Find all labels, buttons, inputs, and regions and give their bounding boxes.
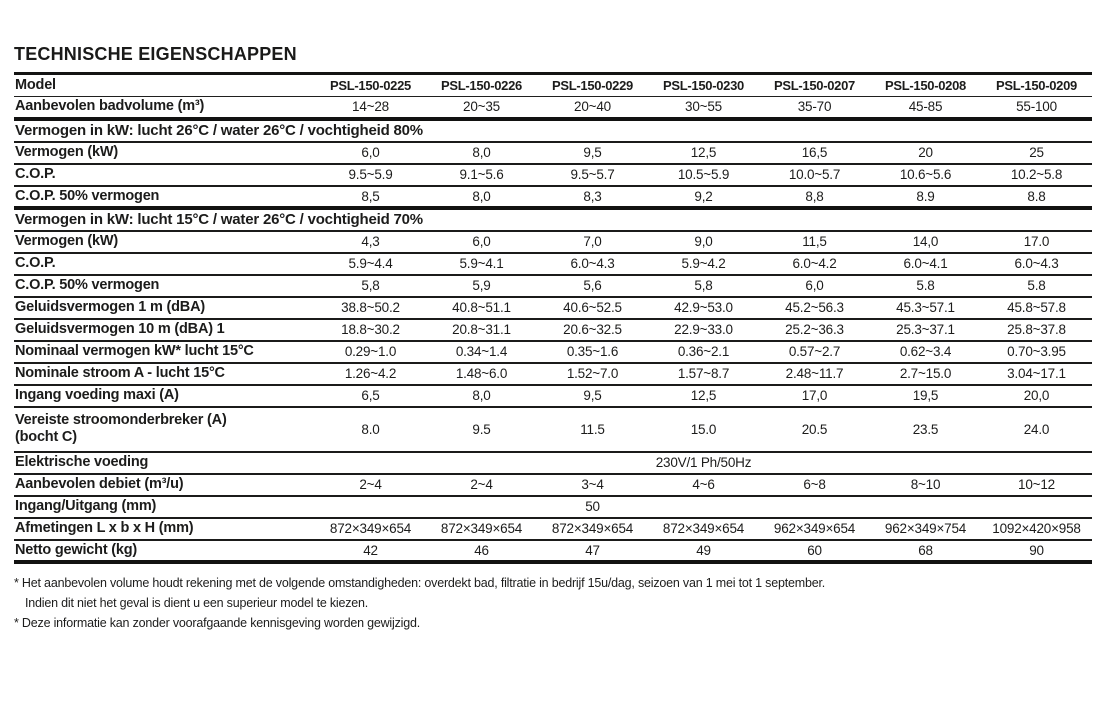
- table-row: [14, 363, 1092, 385]
- spec-value: 18.8~30.2: [315, 319, 426, 341]
- spec-value: 6.0~4.1: [870, 253, 981, 275]
- footnotes: [14, 573, 1092, 633]
- spec-value: 47: [537, 540, 648, 562]
- footnote: * Deze informatie kan zonder voorafgaande kennisgeving worden gewijzigd.: [14, 615, 420, 630]
- spec-value: 40.6~52.5: [537, 297, 648, 319]
- table-row: [14, 119, 1092, 142]
- spec-value: 230V/1 Ph/50Hz: [315, 452, 1092, 474]
- spec-value: 0.62~3.4: [870, 341, 981, 363]
- spec-value: 25.2~36.3: [759, 319, 870, 341]
- spec-label-line: Geluidsvermogen 1 m (dBA): [15, 299, 205, 316]
- spec-value: 60: [759, 540, 870, 562]
- spec-value: 2~4: [426, 474, 537, 496]
- spec-value: 6,5: [315, 385, 426, 407]
- spec-value: 25.3~37.1: [870, 319, 981, 341]
- spec-value: 30~55: [648, 97, 759, 119]
- spec-value: 9.5~5.7: [537, 164, 648, 186]
- spec-value: 962×349×754: [870, 518, 981, 540]
- spec-value: 1.26~4.2: [315, 363, 426, 385]
- table-row: [14, 474, 1092, 496]
- spec-value: 8,0: [426, 186, 537, 208]
- spec-label-line: Vermogen (kW): [15, 144, 118, 161]
- spec-value: 0.35~1.6: [537, 341, 648, 363]
- spec-label-line: Vermogen (kW): [15, 233, 118, 250]
- spec-value: 8,8: [759, 186, 870, 208]
- spec-value: 45.8~57.8: [981, 297, 1092, 319]
- spec-label: [14, 142, 315, 164]
- spec-value: 8~10: [870, 474, 981, 496]
- page-title: TECHNISCHE EIGENSCHAPPEN: [14, 44, 297, 64]
- spec-label: [14, 363, 315, 385]
- table-row: [14, 385, 1092, 407]
- spec-label-line: Nominaal vermogen kW* lucht 15°C: [15, 343, 254, 360]
- spec-value: 1.57~8.7: [648, 363, 759, 385]
- spec-value: 50: [315, 496, 870, 518]
- table-row: [14, 341, 1092, 363]
- spec-value: 9.5: [426, 407, 537, 452]
- spec-label: [14, 474, 315, 496]
- table-row: [14, 208, 1092, 231]
- spec-value: 16,5: [759, 142, 870, 164]
- spec-value: 6~8: [759, 474, 870, 496]
- spec-label: [14, 341, 315, 363]
- spec-value: 962×349×654: [759, 518, 870, 540]
- spec-value: 25: [981, 142, 1092, 164]
- table-row: [14, 253, 1092, 275]
- spec-value: 8,3: [537, 186, 648, 208]
- spec-value: 9,2: [648, 186, 759, 208]
- spec-value: 20.5: [759, 407, 870, 452]
- table-row: [14, 319, 1092, 341]
- spec-label-line: Aanbevolen debiet (m³/u): [15, 476, 184, 493]
- spec-value: 20: [870, 142, 981, 164]
- table-row: [14, 97, 1092, 119]
- model-name: PSL-150-0208: [870, 74, 981, 97]
- table-row: [14, 164, 1092, 186]
- spec-value: 3.04~17.1: [981, 363, 1092, 385]
- spec-value: 4,3: [315, 231, 426, 253]
- spec-value: 6.0~4.2: [759, 253, 870, 275]
- spec-value: 40.8~51.1: [426, 297, 537, 319]
- spec-value: 5.8: [870, 275, 981, 297]
- spec-value: 90: [981, 540, 1092, 562]
- table-row: [14, 518, 1092, 540]
- spec-value: 20.6~32.5: [537, 319, 648, 341]
- spec-value: 1092×420×958: [981, 518, 1092, 540]
- spec-value: 20~35: [426, 97, 537, 119]
- spec-value: 17,0: [759, 385, 870, 407]
- spec-value: 11.5: [537, 407, 648, 452]
- spec-value: 42: [315, 540, 426, 562]
- spec-value: 45.2~56.3: [759, 297, 870, 319]
- table-row: [14, 186, 1092, 208]
- spec-value: 20.8~31.1: [426, 319, 537, 341]
- spec-value: 5,6: [537, 275, 648, 297]
- spec-label: [14, 452, 315, 474]
- spec-label: [14, 407, 315, 452]
- spec-value: 55-100: [981, 97, 1092, 119]
- spec-label-line: Geluidsvermogen 10 m (dBA) 1: [15, 321, 225, 338]
- spec-value: 5.9~4.1: [426, 253, 537, 275]
- model-name: PSL-150-0209: [981, 74, 1092, 97]
- spec-label: [14, 319, 315, 341]
- spec-value: 68: [870, 540, 981, 562]
- spec-label: [14, 231, 315, 253]
- spec-label-line: Ingang voeding maxi (A): [15, 387, 179, 404]
- spec-label-line: Model: [15, 77, 56, 94]
- spec-value: 6,0: [315, 142, 426, 164]
- spec-value: 24.0: [981, 407, 1092, 452]
- spec-value: 5.9~4.2: [648, 253, 759, 275]
- spec-label-line: C.O.P. 50% vermogen: [15, 277, 160, 294]
- spec-label: [14, 540, 315, 562]
- spec-label: [14, 297, 315, 319]
- spec-value: 20,0: [981, 385, 1092, 407]
- spec-value: 2~4: [315, 474, 426, 496]
- spec-label-line: Elektrische voeding: [15, 454, 149, 471]
- spec-value: 3~4: [537, 474, 648, 496]
- spec-value: 5,8: [648, 275, 759, 297]
- spec-value: 9,0: [648, 231, 759, 253]
- table-row: [14, 142, 1092, 164]
- spec-value: 10.0~5.7: [759, 164, 870, 186]
- spec-label: [14, 186, 315, 208]
- table-row: [14, 297, 1092, 319]
- spec-value: 25.8~37.8: [981, 319, 1092, 341]
- spec-label-line: Nominale stroom A - lucht 15°C: [15, 365, 225, 382]
- spec-value: 1.48~6.0: [426, 363, 537, 385]
- spec-label-line: Afmetingen L x b x H (mm): [15, 520, 194, 537]
- spec-value: 6,0: [426, 231, 537, 253]
- spec-value: 11,5: [759, 231, 870, 253]
- spec-table-body: [14, 74, 1092, 562]
- spec-value: 8.9: [870, 186, 981, 208]
- spec-value: 0.57~2.7: [759, 341, 870, 363]
- spec-value: 10.6~5.6: [870, 164, 981, 186]
- spec-value: 4~6: [648, 474, 759, 496]
- spec-value: 8,0: [426, 385, 537, 407]
- spec-label: [14, 164, 315, 186]
- spec-value: 872×349×654: [315, 518, 426, 540]
- spec-value: 9,5: [537, 142, 648, 164]
- spec-value: 0.36~2.1: [648, 341, 759, 363]
- model-name: PSL-150-0207: [759, 74, 870, 97]
- model-name: PSL-150-0225: [315, 74, 426, 97]
- table-row: [14, 496, 1092, 518]
- spec-value: 8.0: [315, 407, 426, 452]
- spec-value: 8.8: [981, 186, 1092, 208]
- spec-label: [14, 97, 315, 119]
- spec-value: 5.9~4.4: [315, 253, 426, 275]
- spec-value: 38.8~50.2: [315, 297, 426, 319]
- table-row: [14, 74, 1092, 97]
- spec-label: [14, 253, 315, 275]
- spec-table: [14, 72, 1092, 564]
- spec-label: [14, 496, 315, 518]
- table-row: [14, 231, 1092, 253]
- table-row: [14, 275, 1092, 297]
- spec-value: 872×349×654: [648, 518, 759, 540]
- spec-value: 14,0: [870, 231, 981, 253]
- spec-value: 872×349×654: [537, 518, 648, 540]
- spec-value: 7,0: [537, 231, 648, 253]
- spec-value: 49: [648, 540, 759, 562]
- spec-value: 6.0~4.3: [981, 253, 1092, 275]
- section-header: Vermogen in kW: lucht 15°C / water 26°C / vochtigheid 70%: [14, 208, 1092, 231]
- spec-value: 42.9~53.0: [648, 297, 759, 319]
- spec-label: [14, 275, 315, 297]
- spec-value: 10.2~5.8: [981, 164, 1092, 186]
- spec-value: 872×349×654: [426, 518, 537, 540]
- footnote: * Het aanbevolen volume houdt rekening met de volgende omstandigheden: overdekt bad, filtratie in bedrijf 15u/dag, seizoen van 1 mei tot 1 september.: [14, 575, 826, 590]
- spec-value: 12,5: [648, 142, 759, 164]
- spec-label: [14, 74, 315, 97]
- spec-value: 2.7~15.0: [870, 363, 981, 385]
- spec-value: 0.34~1.4: [426, 341, 537, 363]
- spec-label-line: C.O.P. 50% vermogen: [15, 187, 160, 204]
- spec-value: 0.70~3.95: [981, 341, 1092, 363]
- spec-value: 46: [426, 540, 537, 562]
- section-header: Vermogen in kW: lucht 26°C / water 26°C / vochtigheid 80%: [14, 119, 1092, 142]
- spec-label-line: Aanbevolen badvolume (m³): [15, 98, 205, 115]
- spec-value: 10~12: [981, 474, 1092, 496]
- table-row: [14, 540, 1092, 562]
- table-row: [14, 452, 1092, 474]
- spacer-cell: [870, 496, 1092, 518]
- spec-label-line: Netto gewicht (kg): [15, 541, 138, 558]
- spec-label-line: (bocht C): [15, 429, 77, 445]
- spec-value: 9.1~5.6: [426, 164, 537, 186]
- model-name: PSL-150-0230: [648, 74, 759, 97]
- spec-value: 6,0: [759, 275, 870, 297]
- spec-value: 5.8: [981, 275, 1092, 297]
- spec-label: [14, 518, 315, 540]
- spec-value: 2.48~11.7: [759, 363, 870, 385]
- spec-label-line: Vereiste stroomonderbreker (A): [15, 412, 227, 429]
- spec-value: 10.5~5.9: [648, 164, 759, 186]
- spec-value: 14~28: [315, 97, 426, 119]
- spec-value: 9.5~5.9: [315, 164, 426, 186]
- spec-value: 8,5: [315, 186, 426, 208]
- spec-value: 6.0~4.3: [537, 253, 648, 275]
- spec-value: 5,8: [315, 275, 426, 297]
- spec-value: 45-85: [870, 97, 981, 119]
- spec-value: 45.3~57.1: [870, 297, 981, 319]
- spec-label-line: C.O.P.: [15, 255, 56, 272]
- spec-value: 23.5: [870, 407, 981, 452]
- spec-label: [14, 385, 315, 407]
- spec-value: 9,5: [537, 385, 648, 407]
- spec-label-line: Ingang/Uitgang (mm): [15, 498, 157, 515]
- spec-value: 35-70: [759, 97, 870, 119]
- spec-value: 5,9: [426, 275, 537, 297]
- table-row: [14, 407, 1092, 452]
- spec-label-line: C.O.P.: [15, 166, 56, 183]
- spec-value: 0.29~1.0: [315, 341, 426, 363]
- spec-value: 15.0: [648, 407, 759, 452]
- model-name: PSL-150-0226: [426, 74, 537, 97]
- spec-value: 8,0: [426, 142, 537, 164]
- footnote: Indien dit niet het geval is dient u een superieur model te kiezen.: [25, 595, 369, 610]
- spec-value: 17.0: [981, 231, 1092, 253]
- spec-value: 20~40: [537, 97, 648, 119]
- spec-value: 12,5: [648, 385, 759, 407]
- spec-value: 19,5: [870, 385, 981, 407]
- model-name: PSL-150-0229: [537, 74, 648, 97]
- spec-value: 22.9~33.0: [648, 319, 759, 341]
- spec-value: 1.52~7.0: [537, 363, 648, 385]
